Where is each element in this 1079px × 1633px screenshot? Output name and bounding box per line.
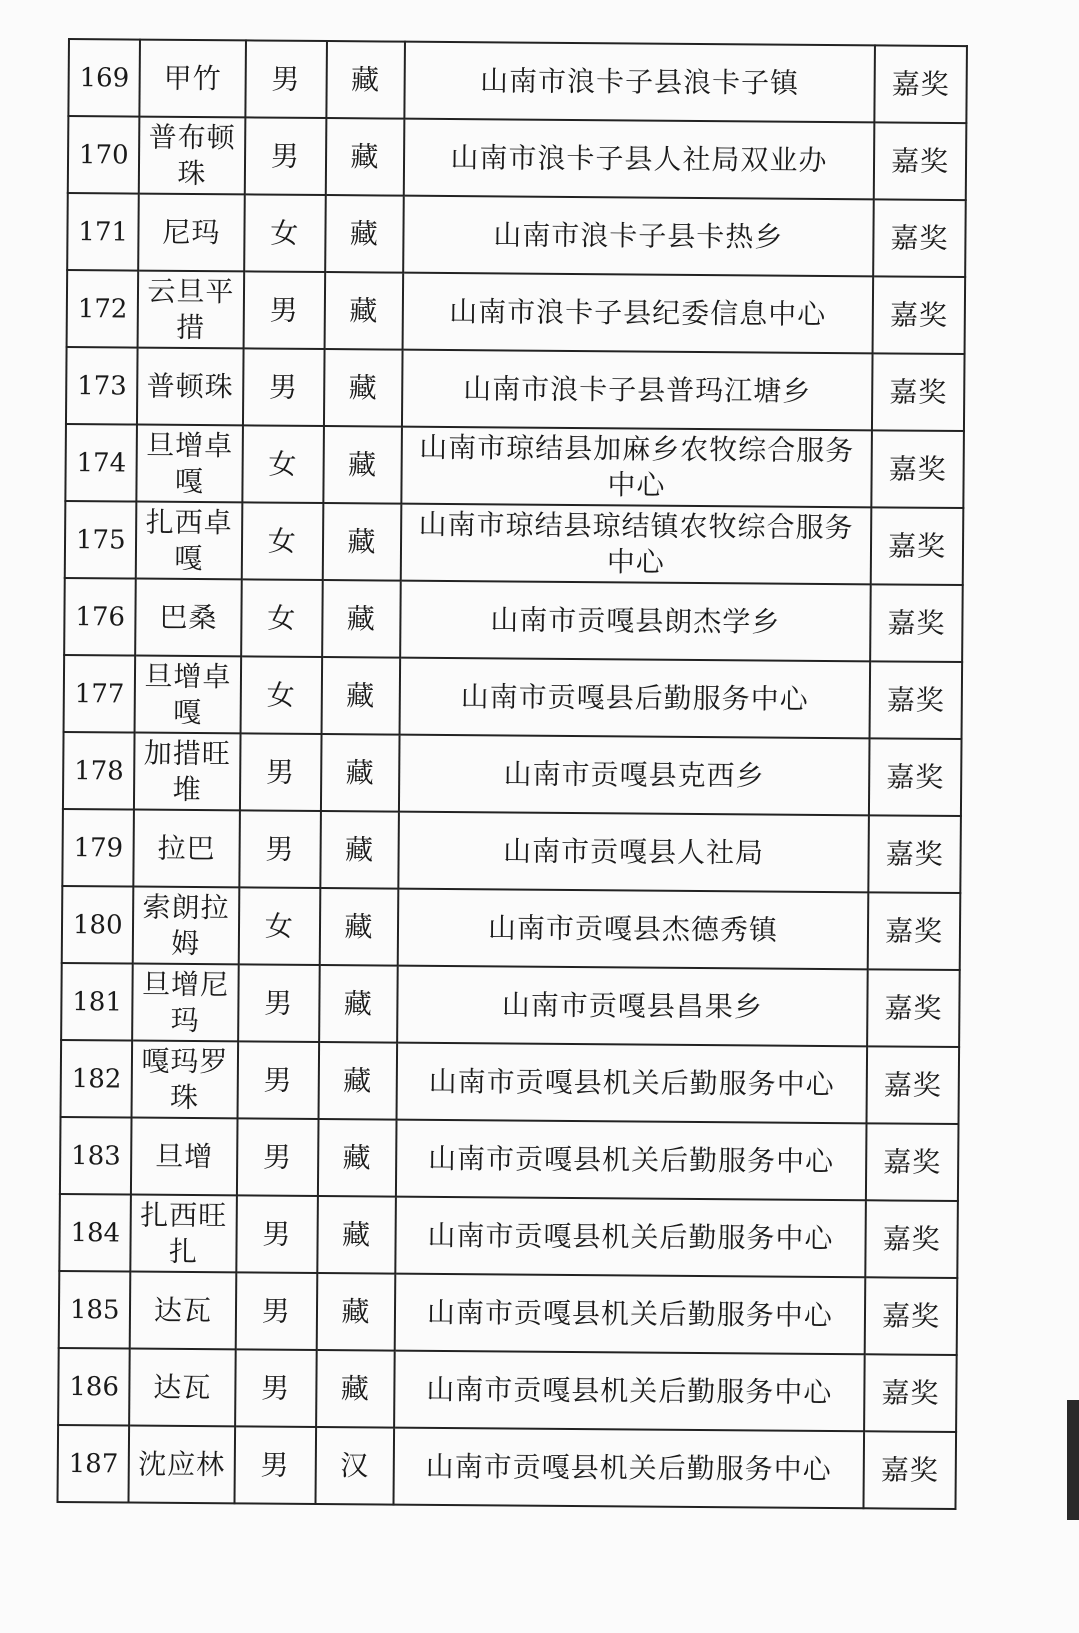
award-type-cell: 嘉奖 — [867, 1046, 959, 1124]
table-row — [59, 1194, 958, 1278]
row-number-cell: 183 — [60, 1117, 132, 1195]
table-row — [68, 116, 967, 200]
ethnicity-cell: 藏 — [317, 1196, 395, 1274]
work-unit-cell: 山南市浪卡子县浪卡子镇 — [404, 42, 875, 123]
person-name-cell: 索朗拉姆 — [133, 887, 239, 965]
award-list-table — [56, 38, 967, 1510]
ethnicity-cell: 藏 — [320, 888, 398, 966]
ethnicity-cell: 藏 — [327, 41, 405, 119]
row-number-cell: 172 — [67, 270, 139, 348]
ethnicity-cell: 藏 — [322, 657, 400, 735]
ethnicity-cell: 藏 — [321, 734, 399, 812]
table-row — [64, 655, 963, 739]
ethnicity-cell: 藏 — [316, 1350, 394, 1428]
row-number-cell: 182 — [61, 1040, 133, 1118]
ethnicity-cell: 藏 — [318, 1119, 396, 1197]
table-row — [59, 1271, 958, 1355]
row-number-cell: 181 — [61, 963, 133, 1041]
person-name-cell: 旦增卓嘎 — [135, 656, 241, 734]
award-list-table-wrapper — [56, 38, 967, 1510]
ethnicity-cell: 藏 — [319, 965, 397, 1043]
row-number-cell: 176 — [64, 578, 136, 656]
gender-cell: 男 — [242, 348, 324, 426]
work-unit-cell: 山南市贡嘎县机关后勤服务中心 — [393, 1428, 864, 1509]
person-name-cell: 旦增卓嘎 — [137, 425, 243, 503]
table-row — [66, 347, 965, 431]
person-name-cell: 达瓦 — [130, 1272, 236, 1350]
table-row — [62, 886, 961, 970]
gender-cell: 男 — [243, 271, 325, 349]
gender-cell: 男 — [238, 964, 320, 1042]
award-type-cell: 嘉奖 — [874, 45, 966, 123]
person-name-cell: 云旦平措 — [138, 271, 244, 349]
person-name-cell: 达瓦 — [130, 1349, 236, 1427]
work-unit-cell: 山南市琼结县加麻乡农牧综合服务中心 — [401, 427, 872, 508]
award-type-cell: 嘉奖 — [873, 276, 965, 354]
table-row — [61, 963, 960, 1047]
gender-cell: 男 — [239, 810, 321, 888]
work-unit-cell: 山南市贡嘎县昌果乡 — [397, 966, 868, 1047]
award-type-cell: 嘉奖 — [870, 661, 962, 739]
gender-cell: 男 — [237, 1041, 319, 1119]
scan-edge-mark — [1067, 1400, 1079, 1520]
ethnicity-cell: 藏 — [319, 1042, 397, 1120]
table-row — [67, 270, 966, 354]
ethnicity-cell: 藏 — [324, 349, 402, 427]
gender-cell: 男 — [236, 1118, 318, 1196]
person-name-cell: 巴桑 — [136, 579, 242, 657]
table-body — [58, 39, 967, 1509]
award-type-cell: 嘉奖 — [865, 1200, 957, 1278]
award-type-cell: 嘉奖 — [868, 892, 960, 970]
person-name-cell: 普顿珠 — [137, 348, 243, 426]
table-row — [65, 501, 964, 585]
work-unit-cell: 山南市贡嘎县机关后勤服务中心 — [395, 1197, 866, 1278]
gender-cell: 女 — [241, 502, 323, 580]
ethnicity-cell: 藏 — [320, 811, 398, 889]
person-name-cell: 旦增 — [131, 1118, 237, 1196]
gender-cell: 男 — [239, 733, 321, 811]
work-unit-cell: 山南市浪卡子县纪委信息中心 — [402, 273, 873, 354]
gender-cell: 女 — [238, 887, 320, 965]
gender-cell: 男 — [235, 1349, 317, 1427]
ethnicity-cell: 藏 — [325, 195, 403, 273]
person-name-cell: 扎西旺扎 — [131, 1195, 237, 1273]
row-number-cell: 173 — [66, 347, 138, 425]
table-row — [60, 1117, 959, 1201]
row-number-cell: 184 — [59, 1194, 131, 1272]
award-type-cell: 嘉奖 — [873, 199, 965, 277]
row-number-cell: 179 — [62, 809, 134, 887]
person-name-cell: 旦增尼玛 — [133, 964, 239, 1042]
row-number-cell: 187 — [58, 1425, 130, 1503]
table-row — [58, 1348, 957, 1432]
gender-cell: 男 — [235, 1272, 317, 1350]
work-unit-cell: 山南市贡嘎县机关后勤服务中心 — [394, 1274, 865, 1355]
work-unit-cell: 山南市贡嘎县朗杰学乡 — [400, 581, 871, 662]
work-unit-cell: 山南市贡嘎县杰德秀镇 — [397, 889, 868, 970]
award-type-cell: 嘉奖 — [865, 1277, 957, 1355]
work-unit-cell: 山南市浪卡子县人社局双业办 — [403, 119, 874, 200]
award-type-cell: 嘉奖 — [864, 1354, 956, 1432]
gender-cell: 女 — [244, 194, 326, 272]
person-name-cell: 嘎玛罗珠 — [132, 1041, 238, 1119]
work-unit-cell: 山南市贡嘎县机关后勤服务中心 — [396, 1043, 867, 1124]
person-name-cell: 甲竹 — [140, 40, 246, 118]
person-name-cell: 普布顿珠 — [139, 117, 245, 195]
work-unit-cell: 山南市贡嘎县机关后勤服务中心 — [396, 1120, 867, 1201]
row-number-cell: 171 — [67, 193, 139, 271]
table-row — [64, 578, 963, 662]
row-number-cell: 185 — [59, 1271, 131, 1349]
row-number-cell: 174 — [65, 424, 137, 502]
table-row — [65, 424, 964, 508]
gender-cell: 女 — [242, 425, 324, 503]
gender-cell: 男 — [245, 40, 327, 118]
row-number-cell: 177 — [64, 655, 136, 733]
table-row — [68, 39, 967, 123]
person-name-cell: 拉巴 — [134, 810, 240, 888]
table-row — [58, 1425, 957, 1509]
award-type-cell: 嘉奖 — [868, 815, 960, 893]
award-type-cell: 嘉奖 — [872, 353, 964, 431]
ethnicity-cell: 汉 — [316, 1427, 394, 1505]
award-type-cell: 嘉奖 — [864, 1431, 956, 1509]
work-unit-cell: 山南市浪卡子县普玛江塘乡 — [402, 350, 873, 431]
ethnicity-cell: 藏 — [326, 118, 404, 196]
award-type-cell: 嘉奖 — [866, 1123, 958, 1201]
ethnicity-cell: 藏 — [325, 272, 403, 350]
row-number-cell: 169 — [68, 39, 140, 117]
gender-cell: 女 — [240, 656, 322, 734]
award-type-cell: 嘉奖 — [871, 430, 963, 508]
gender-cell: 男 — [234, 1426, 316, 1504]
person-name-cell: 扎西卓嘎 — [136, 502, 242, 580]
person-name-cell: 沈应林 — [129, 1426, 235, 1504]
work-unit-cell: 山南市贡嘎县人社局 — [398, 812, 869, 893]
gender-cell: 女 — [241, 579, 323, 657]
table-row — [62, 809, 961, 893]
row-number-cell: 180 — [62, 886, 134, 964]
row-number-cell: 186 — [58, 1348, 130, 1426]
row-number-cell: 175 — [65, 501, 137, 579]
table-row — [61, 1040, 960, 1124]
row-number-cell: 170 — [68, 116, 140, 194]
ethnicity-cell: 藏 — [323, 503, 401, 581]
work-unit-cell: 山南市浪卡子县卡热乡 — [403, 196, 874, 277]
table-row — [63, 732, 962, 816]
gender-cell: 男 — [244, 117, 326, 195]
ethnicity-cell: 藏 — [323, 426, 401, 504]
ethnicity-cell: 藏 — [322, 580, 400, 658]
award-type-cell: 嘉奖 — [870, 584, 962, 662]
award-type-cell: 嘉奖 — [871, 507, 963, 585]
work-unit-cell: 山南市琼结县琼结镇农牧综合服务中心 — [400, 504, 871, 585]
work-unit-cell: 山南市贡嘎县机关后勤服务中心 — [394, 1351, 865, 1432]
award-type-cell: 嘉奖 — [867, 969, 959, 1047]
award-type-cell: 嘉奖 — [869, 738, 961, 816]
person-name-cell: 尼玛 — [139, 194, 245, 272]
work-unit-cell: 山南市贡嘎县后勤服务中心 — [399, 658, 870, 739]
table-row — [67, 193, 966, 277]
gender-cell: 男 — [236, 1195, 318, 1273]
award-type-cell: 嘉奖 — [874, 122, 966, 200]
row-number-cell: 178 — [63, 732, 135, 810]
ethnicity-cell: 藏 — [317, 1273, 395, 1351]
person-name-cell: 加措旺堆 — [134, 733, 240, 811]
work-unit-cell: 山南市贡嘎县克西乡 — [399, 735, 870, 816]
